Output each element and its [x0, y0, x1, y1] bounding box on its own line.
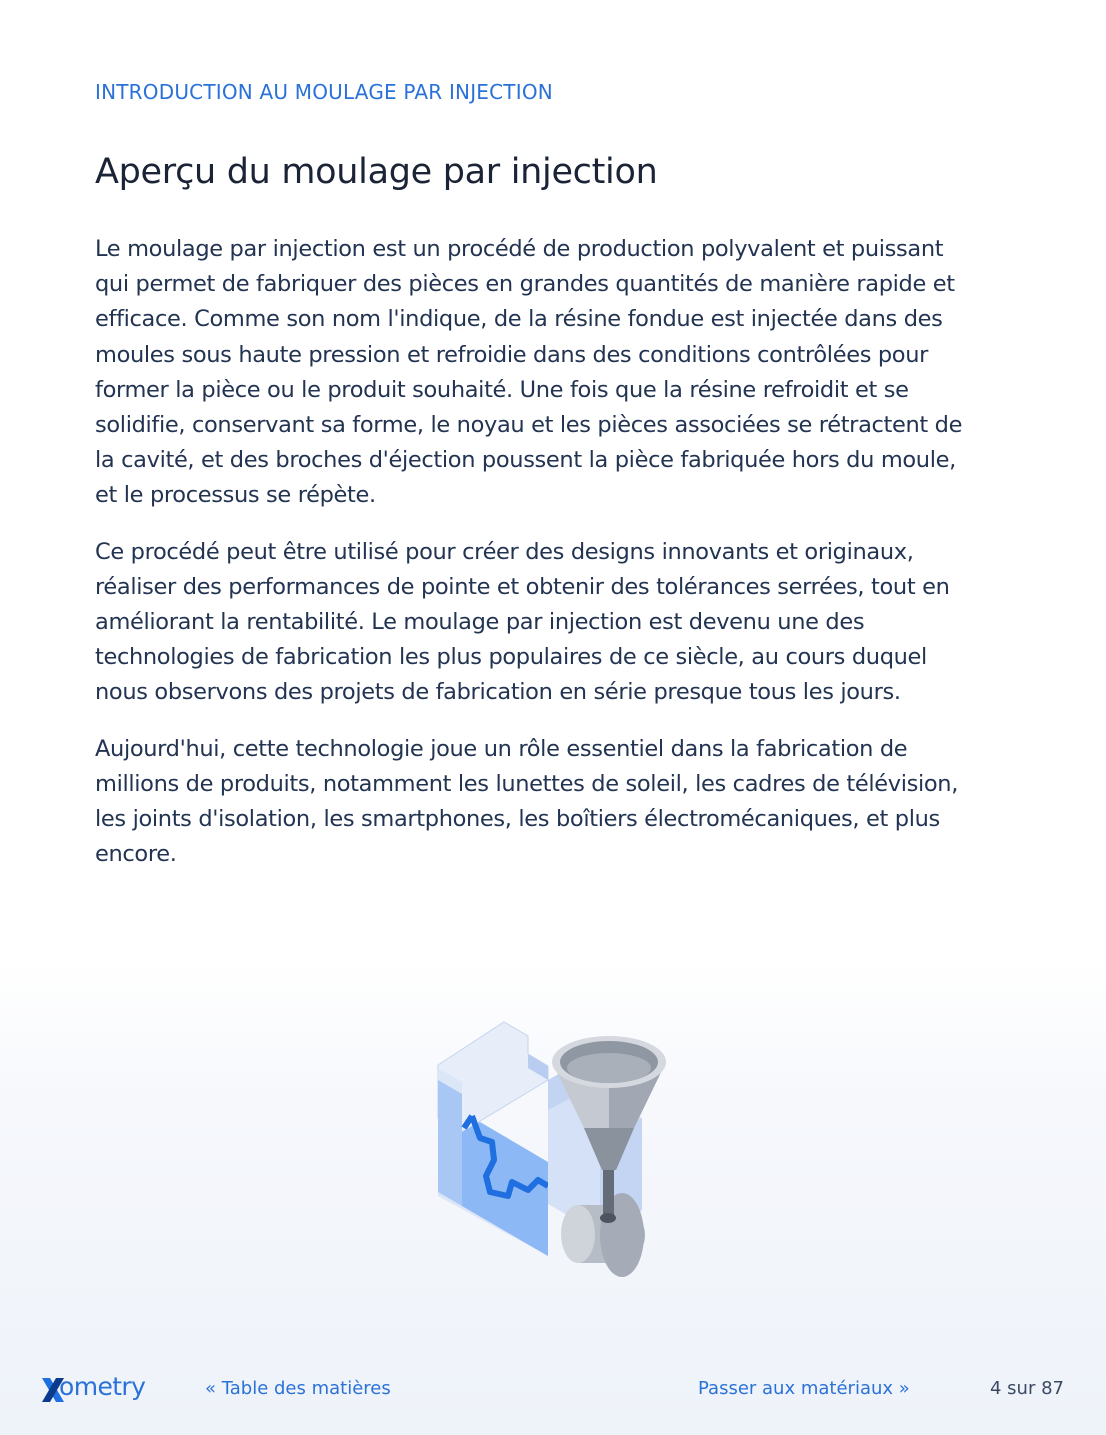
xometry-logo[interactable]	[40, 1372, 160, 1408]
logo-wordmark: ometry	[59, 1372, 146, 1401]
footer	[0, 1368, 1106, 1412]
page-indicator: 4 sur 87	[990, 1378, 1064, 1399]
paragraph-1: Le moulage par injection est un procédé de production polyvalent et puissant qui permet de fabriquer des pièces en grandes quantités de manière rapide et efficace. Comme son nom l'indique, de la résine fondue est injectée dans des moules sous haute pression et refroidie dans des conditions contrôlées pour former la pièce ou le produit souhaité. Une fois que la résine refroidit et se solidifie, conservant sa forme, le noyau et les pièces associées se rétractent de la cavité, et des broches d'éjection poussent la pièce fabriquée hors du moule, et le processus se répète.	[95, 236, 963, 509]
table-of-contents-link[interactable]: « Table des matières	[205, 1378, 391, 1399]
page-title: Aperçu du moulage par injection	[95, 152, 658, 192]
paragraph-2: Ce procédé peut être utilisé pour créer des designs innovants et originaux, réaliser des performances de pointe et obtenir des tolérances serrées, tout en améliorant la rentabilité. Le moulage par injection est devenu une des technologies de fabrication les plus populaires de ce siècle, au cours duquel nous observons des projets de fabrication en série presque tous les jours.	[95, 538, 950, 706]
body-text	[95, 232, 965, 893]
injection-molding-illustration	[420, 1010, 690, 1290]
paragraph-3: Aujourd'hui, cette technologie joue un rôle essentiel dans la fabrication de millions de produits, notamment les lunettes de soleil, les cadres de télévision, les joints d'isolation, les smartphones, les boîtiers électromécaniques, et plus encore.	[95, 735, 958, 868]
next-section-link[interactable]: Passer aux matériaux »	[698, 1378, 910, 1399]
section-kicker: INTRODUCTION AU MOULAGE PAR INJECTION	[95, 80, 553, 104]
